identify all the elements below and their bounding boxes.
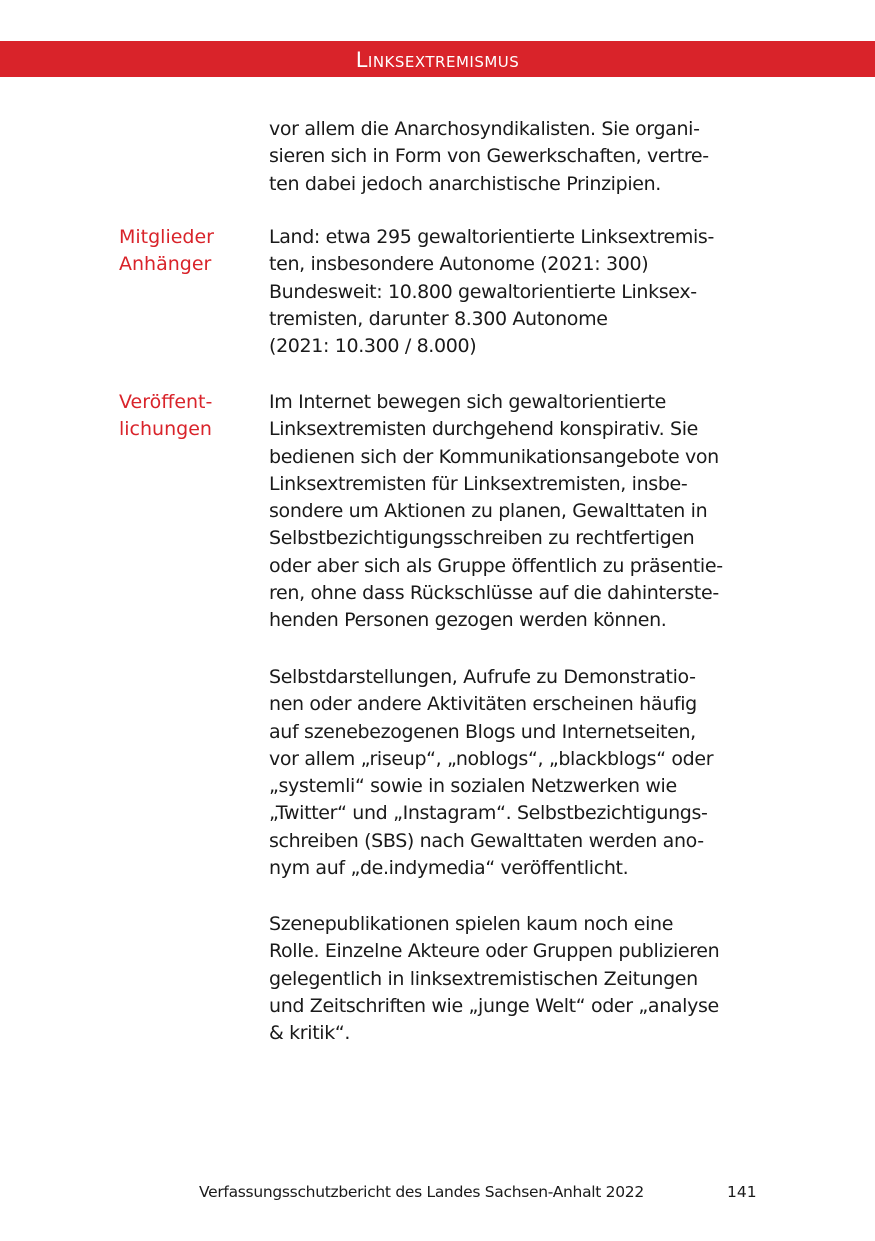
text-line: bedienen sich der Kommunikationsangebote von [269,445,719,468]
text-line: gelegentlich in linksextremistischen Zeitungen [269,967,698,990]
text-line: ten, insbesondere Autonome (2021: 300) [269,253,649,276]
text-line: ten dabei jedoch anarchistische Prinzipien. [269,172,661,195]
text-line: vor allem „riseup“, „noblogs“, „blackblogs“ oder [269,747,714,770]
text-line: „Twitter“ und „Instagram“. Selbstbezichtigungs- [269,802,708,825]
publications-paragraph-1 [269,389,769,635]
text-line: und Zeitschriften wie „junge Welt“ oder „analyse [269,994,719,1017]
text-line: Bundesweit: 10.800 gewaltorientierte Linksex- [269,280,697,303]
members-label: Mitglieder Anhänger [119,226,214,276]
text-line: nen oder andere Aktivitäten erscheinen häufig [269,693,697,716]
text-line: oder aber sich als Gruppe öffentlich zu präsentie- [269,554,723,577]
publications-paragraph-2 [269,664,769,882]
text-line: & kritik“. [269,1022,351,1045]
page-number: 141 [727,1183,757,1201]
page-title: Linksextremismus [355,48,520,72]
text-line: Linksextremisten durchgehend konspirativ. Sie [269,418,698,441]
text-line: Im Internet bewegen sich gewaltorientierte [269,391,666,413]
text-line: tremisten, darunter 8.300 Autonome [269,307,608,330]
footer-title: Verfassungsschutzbericht des Landes Sachsen-Anhalt 2022 [199,1183,644,1201]
header-bar [0,41,875,77]
text-line: auf szenebezogenen Blogs und Internetseiten, [269,720,696,743]
text-line: henden Personen gezogen werden können. [269,609,667,632]
publications-paragraph-3 [269,911,769,1047]
text-line: Rolle. Einzelne Akteure oder Gruppen publizieren [269,940,720,963]
text-line: ren, ohne dass Rückschlüsse auf die dahinterste- [269,582,719,605]
text-line: sondere um Aktionen zu planen, Gewalttaten in [269,500,708,523]
text-line: Selbstbezichtigungsschreiben zu rechtfertigen [269,527,695,550]
text-line: Land: etwa 295 gewaltorientierte Linksextremis- [269,226,714,248]
text-line: schreiben (SBS) nach Gewalttaten werden ano- [269,829,704,852]
text-line: „systemli“ sowie in sozialen Netzwerken wie [269,775,677,798]
text-line: Selbstdarstellungen, Aufrufe zu Demonstratio- [269,666,696,688]
text-line: Szenepublikationen spielen kaum noch eine [269,913,674,935]
members-paragraph [269,224,769,360]
text-line: (2021: 10.300 / 8.000) [269,335,477,358]
publications-label: Veröffent- lichungen [119,391,213,441]
intro-paragraph [269,116,769,198]
text-line: vor allem die Anarchosyndikalisten. Sie organi- [269,118,700,140]
text-line: Linksextremisten für Linksextremisten, insbe- [269,472,688,495]
text-line: sieren sich in Form von Gewerkschaften, vertre- [269,145,709,168]
text-line: nym auf „de.indymedia“ veröffentlicht. [269,857,629,880]
